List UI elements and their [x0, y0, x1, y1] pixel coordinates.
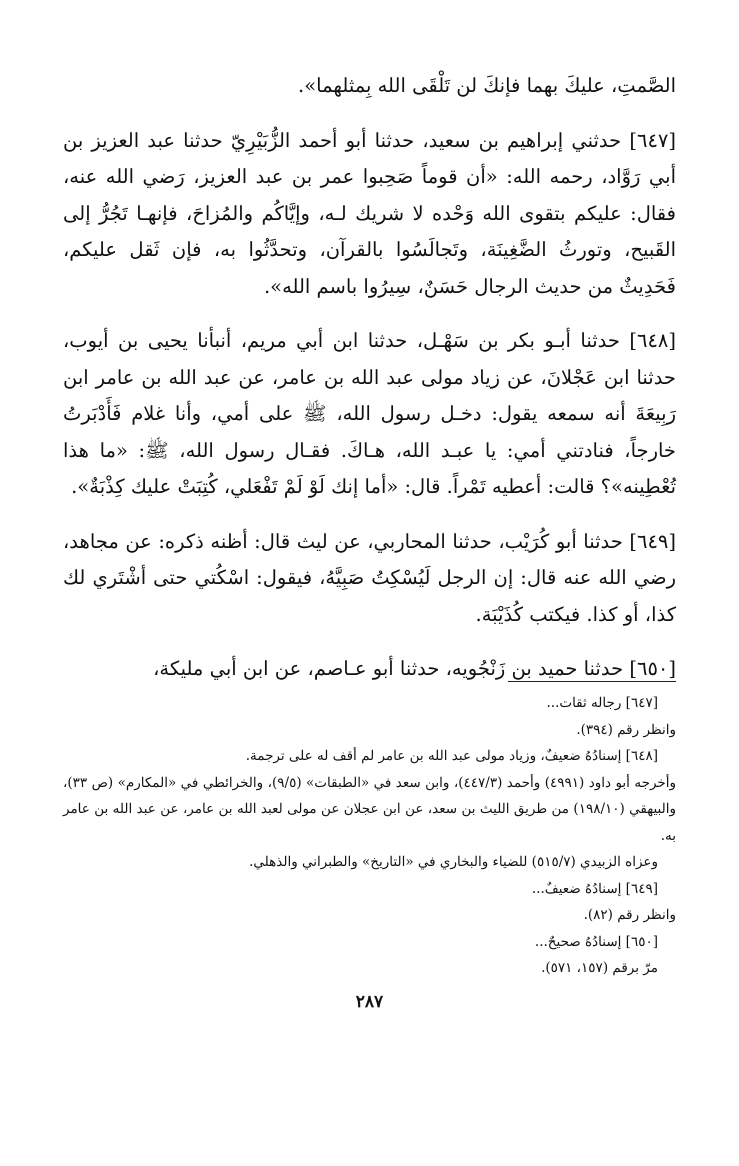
footnote-divider — [508, 681, 676, 682]
paragraph-647: [٦٤٧] حدثني إبراهيم بن سعيد، حدثنا أبو أحمد الزُّبَيْرِيّ حدثنا عبد العزيز بن أبي رَوَّاد، رحمه الله: «أن قوماً صَحِبوا عمر بن عبد العزيز، رَضي الله عنه، فقال: عليكم بتقوى الله وَحْده لا شريك لـه، وإيَّاكُم والمُزاحَ، فإنهـا تَجُرُّ إلى القَبيح، وتورثُ الضَّغِينَة، وتَجالَسُوا بالقرآن، وتحدَّثُوا به، فإن ثَقل عليكم، فَحَدِيثٌ من حديث الرجال حَسَنٌ، سِيرُوا باسم الله». — [63, 128, 676, 298]
footnote-648: [٦٤٨] إسنادُهُ ضعيفٌ، وزياد مولى عبد الله بن عامر لم أقف له على ترجمة. — [245, 748, 658, 764]
main-text — [63, 68, 676, 688]
paragraph-648: [٦٤٨] حدثنا أبـو بكر بن سَهْـل، حدثنا ابن أبي مريم، أنبأنا يحيى بن أيوب، حدثنا ابن عَجْلانَ، عن زياد مولى عبد الله بن عامر، عن عبد الله بن عامر ابن رَبِيعَةَ أنه سمعه يقول: دخـل رسول الله، ﷺ على أمي، وأنا غلام فَأَدْبَرتُ خارجاً، فنادتني أمي: يا عبـد الله، هـاكَ. فقـال رسول الله، ﷺ: «ما هذا تُعْطِينه»؟ قالت: أعطيه تَمْراً. قال: «أما إنك لَوْ لَمْ تَفْعَلي، كُتِبَتْ عليك كِذْبَةٌ». — [63, 329, 676, 498]
footnote-647: [٦٤٧] رجاله ثقات... — [546, 695, 658, 711]
footnote-649-ref: وانظر رقم (٨٢). — [583, 907, 676, 923]
page-number: ٢٨٧ — [355, 992, 384, 1012]
footnote-647-ref: وانظر رقم (٣٩٤). — [576, 721, 676, 738]
footnote-650: [٦٥٠] إسنادُهُ صحيحٌ... — [534, 933, 658, 950]
footnotes — [63, 690, 676, 982]
paragraph-650: [٦٥٠] حدثنا حميد بن زَنْجُويه، حدثنا أبو عـاصم، عن ابن أبي مليكة، — [153, 657, 676, 680]
footnote-649: [٦٤٩] إسنادُهُ ضعيفٌ... — [531, 880, 658, 897]
paragraph-continuation: الصَّمتِ، عليكَ بهما فإنكَ لن تَلْقَى الله بِمثلهما». — [298, 74, 676, 97]
footnote-648-attribution: وعزاه الزبيدي (٥١٥/٧) للضياء والبخاري في «التاريخ» والطبراني والذهلي. — [249, 854, 658, 870]
paragraph-649: [٦٤٩] حدثنا أبو كُرَيْب، حدثنا المحاربي، عن ليث قال: أظنه ذكره: عن مجاهد، رضي الله عنه قال: إن الرجل لَيُسْكِتُ صَبِيَّهُ، فيقول: اسْكُتي حتى أشْتَري لك كذا، أو كذا. فيكتب كُذَيْبَة. — [63, 529, 676, 626]
footnote-648-sources: وأخرجه أبو داود (٤٩٩١) وأحمد (٤٤٧/٣)، وابن سعد في «الطبقات» (٩/٥)، والخرائطي في «المكارم» (ص ٣٣)، والبيهقي (١٩٨/١٠) من طريق الليث بن سعد، عن ابن عجلان عن مولى لعبد الله بن عامر، عن عبد الله بن عامر به. — [63, 774, 677, 844]
footnote-650-ref: مرّ برقم (١٥٧، ٥٧١). — [541, 960, 658, 976]
